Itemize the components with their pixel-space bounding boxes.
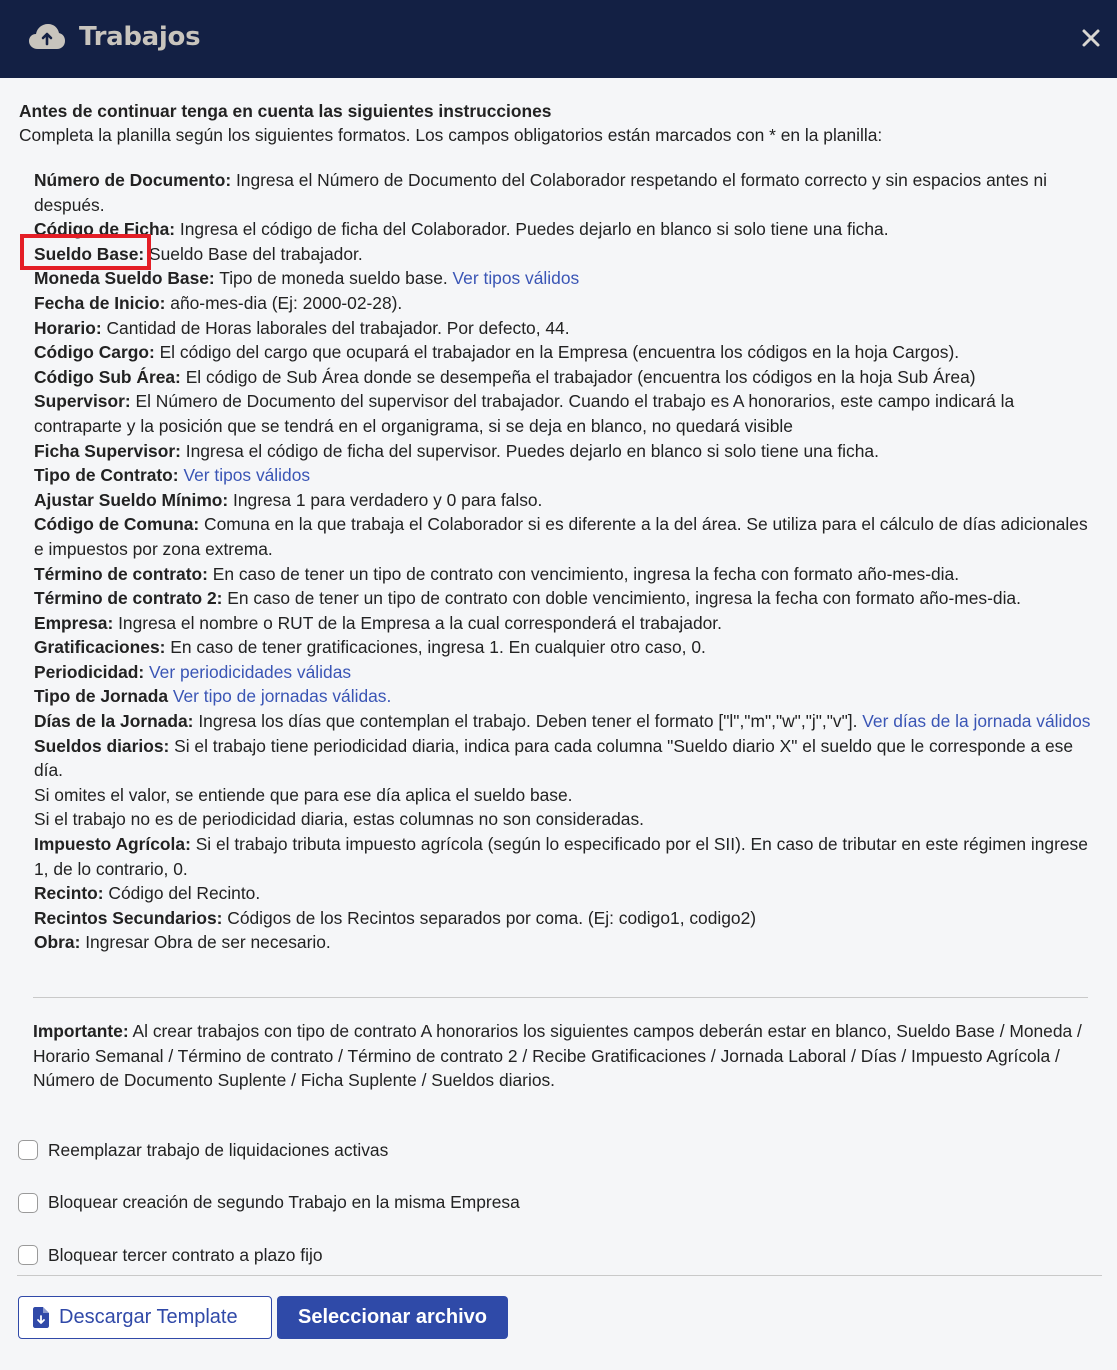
- field-description: Si el trabajo tributa impuesto agrícola (según lo especificado por el SII). En caso de tributar en este régimen ingrese 1, de lo contrario, 0.: [34, 834, 1088, 879]
- field-instruction: [34, 586, 1094, 611]
- field-label: Moneda Sueldo Base:: [34, 268, 215, 289]
- field-help-link[interactable]: Ver tipos válidos: [452, 268, 580, 289]
- field-description: Sueldo Base del trabajador.: [144, 243, 363, 264]
- field-label: Tipo de Contrato:: [34, 465, 179, 486]
- field-label: Término de contrato:: [34, 563, 208, 584]
- checkbox-block-third-fixed-contract[interactable]: [18, 1229, 520, 1282]
- field-description: Si omites el valor, se entiende que para ese día aplica el sueldo base.: [34, 784, 573, 805]
- field-instruction: [34, 439, 1094, 464]
- field-help-link[interactable]: Ver periodicidades válidas: [149, 661, 352, 682]
- footer-divider: [17, 1275, 1102, 1276]
- checkbox-label[interactable]: Bloquear tercer contrato a plazo fijo: [48, 1244, 323, 1265]
- field-description: En caso de tener un tipo de contrato con vencimiento, ingresa la fecha con formato año-mes-dia.: [207, 563, 960, 584]
- field-description: año-mes-dia (Ej: 2000-02-28).: [165, 292, 403, 313]
- options-checkboxes: [18, 1124, 520, 1282]
- field-description: Si el trabajo tiene periodicidad diaria, indica para cada columna "Sueldo diario X" el sueldo que le corresponde a ese día.: [34, 735, 1073, 781]
- field-instruction: [34, 242, 1094, 267]
- download-template-button[interactable]: [18, 1296, 272, 1339]
- field-instruction: [34, 734, 1094, 783]
- checkbox[interactable]: [18, 1245, 38, 1265]
- checkbox-label[interactable]: Reemplazar trabajo de liquidaciones activas: [48, 1139, 389, 1160]
- field-instruction: [34, 217, 1094, 242]
- field-instruction: [34, 783, 1094, 808]
- field-description: Ingresa el código de ficha del supervisor. Puedes dejarlo en blanco si solo tiene una ficha.: [180, 440, 879, 461]
- select-file-button[interactable]: Seleccionar archivo: [277, 1296, 508, 1339]
- field-label: Código Sub Área:: [34, 366, 181, 387]
- field-instruction: [34, 684, 1094, 709]
- cloud-upload-icon: [29, 24, 65, 50]
- field-label: Ficha Supervisor:: [34, 440, 181, 461]
- field-label: Horario:: [34, 317, 102, 338]
- field-instruction: [34, 562, 1094, 587]
- highlight-box: [20, 234, 151, 270]
- field-instruction: [34, 365, 1094, 390]
- file-download-icon: [33, 1307, 49, 1328]
- field-label: Sueldos diarios:: [34, 735, 170, 756]
- field-label: Tipo de Jornada: [34, 686, 168, 707]
- field-label: Obra:: [34, 932, 81, 953]
- field-instructions-list: [34, 168, 1094, 955]
- field-instruction: [34, 463, 1094, 488]
- field-label: Código de Comuna:: [34, 514, 200, 535]
- field-instruction: [34, 611, 1094, 636]
- field-instruction: [34, 906, 1094, 931]
- field-help-link[interactable]: Ver tipo de jornadas válidas.: [172, 686, 392, 707]
- field-description: Ingresa 1 para verdadero y 0 para falso.: [228, 489, 543, 510]
- field-description: Código del Recinto.: [103, 883, 261, 904]
- field-label: Sueldo Base:: [34, 243, 145, 264]
- field-description: El Número de Documento del supervisor del trabajador. Cuando el trabajo es A honorarios, este campo indicará la contraparte y la posición que se tendrá en el organigrama, si se deja en blanco, no quedará visible: [34, 391, 1015, 436]
- field-instruction: [34, 881, 1094, 906]
- field-description: El código de Sub Área donde se desempeña el trabajador (encuentra los códigos en la hoja Sub Área): [180, 366, 976, 387]
- field-description: En caso de tener un tipo de contrato con doble vencimiento, ingresa la fecha con formato año-mes-dia.: [222, 588, 1021, 609]
- field-instruction: [34, 635, 1094, 660]
- instructions-heading: Antes de continuar tenga en cuenta las siguientes instrucciones: [19, 101, 552, 121]
- checkbox[interactable]: [18, 1140, 38, 1160]
- field-label: Gratificaciones:: [34, 637, 166, 658]
- field-help-link[interactable]: Ver días de la jornada válidos: [862, 711, 1091, 732]
- field-description: Ingresa el nombre o RUT de la Empresa a la cual corresponderá el trabajador.: [113, 612, 722, 633]
- field-instruction: [34, 709, 1094, 734]
- field-instruction: [34, 488, 1094, 513]
- field-label: Código Cargo:: [34, 342, 155, 363]
- field-instruction: [34, 291, 1094, 316]
- field-label: Periodicidad:: [34, 661, 145, 682]
- download-template-label: Descargar Template: [59, 1306, 238, 1329]
- field-instruction: [34, 340, 1094, 365]
- important-note: [33, 1019, 1093, 1093]
- field-instruction: [34, 930, 1094, 955]
- field-description: Ingresar Obra de ser necesario.: [80, 932, 331, 953]
- field-instruction: [34, 168, 1094, 217]
- field-label: Número de Documento:: [34, 170, 232, 190]
- field-description: Ingresa el Número de Documento del Colaborador respetando el formato correcto y sin espacios antes ni después.: [34, 170, 1047, 215]
- field-label: Fecha de Inicio:: [34, 292, 166, 313]
- checkbox-label[interactable]: Bloquear creación de segundo Trabajo en la misma Empresa: [48, 1192, 520, 1213]
- checkbox-replace-active-jobs[interactable]: [18, 1124, 520, 1177]
- field-description: Tipo de moneda sueldo base.: [214, 268, 453, 289]
- field-description: Códigos de los Recintos separados por coma. (Ej: codigo1, codigo2): [222, 907, 757, 928]
- field-instruction: [34, 266, 1094, 291]
- important-label: Importante:: [33, 1021, 129, 1041]
- field-description: Cantidad de Horas laborales del trabajador. Por defecto, 44.: [101, 317, 570, 338]
- important-text: Al crear trabajos con tipo de contrato A honorarios los siguientes campos deberán estar en blanco, Sueldo Base / Moneda / Horario Semanal / Término de contrato / Término de contrato 2 / Recibe Gratificaciones / Jornada Laboral / Días / Impuesto Agrícola / Número de Documento Suplente / Ficha Suplente / Sueldos diarios.: [33, 1021, 1082, 1091]
- field-instruction: [34, 660, 1094, 685]
- checkbox[interactable]: [18, 1193, 38, 1213]
- divider: [33, 997, 1088, 998]
- instructions-subtitle: Completa la planilla según los siguientes formatos. Los campos obligatorios están marcados con * en la planilla:: [19, 125, 883, 145]
- close-icon[interactable]: [1080, 27, 1102, 49]
- field-description: Si el trabajo no es de periodicidad diaria, estas columnas no son consideradas.: [34, 809, 645, 830]
- field-label: Código de Ficha:: [34, 219, 176, 240]
- field-description: Ingresa el código de ficha del Colaborador. Puedes dejarlo en blanco si solo tiene una ficha.: [175, 219, 889, 240]
- field-instruction: [34, 389, 1094, 438]
- field-label: Días de la Jornada:: [34, 711, 194, 732]
- field-description: Ingresa los días que contemplan el trabajo. Deben tener el formato ["l","m","w","j","v"].: [193, 711, 863, 732]
- field-instruction: [34, 832, 1094, 881]
- field-label: Término de contrato 2:: [34, 588, 223, 609]
- field-label: Ajustar Sueldo Mínimo:: [34, 489, 229, 510]
- checkbox-block-second-job[interactable]: [18, 1177, 520, 1230]
- field-label: Empresa:: [34, 612, 114, 633]
- field-description: En caso de tener gratificaciones, ingresa 1. En cualquier otro caso, 0.: [165, 637, 706, 658]
- field-instruction: [34, 512, 1094, 561]
- field-label: Recinto:: [34, 883, 104, 904]
- field-label: Recintos Secundarios:: [34, 907, 223, 928]
- field-description: El código del cargo que ocupará el trabajador en la Empresa (encuentra los códigos en la hoja Cargos).: [154, 342, 960, 363]
- modal-header: [0, 0, 1117, 78]
- field-instruction: [34, 316, 1094, 341]
- field-help-link[interactable]: Ver tipos válidos: [183, 465, 311, 486]
- modal-title: Trabajos: [79, 22, 201, 52]
- field-description: Comuna en la que trabaja el Colaborador si es diferente a la del área. Se utiliza para el cálculo de días adicionales e impuestos por zona extrema.: [34, 514, 1088, 559]
- field-label: Supervisor:: [34, 391, 131, 412]
- field-instruction: [34, 807, 1094, 832]
- field-label: Impuesto Agrícola:: [34, 834, 191, 855]
